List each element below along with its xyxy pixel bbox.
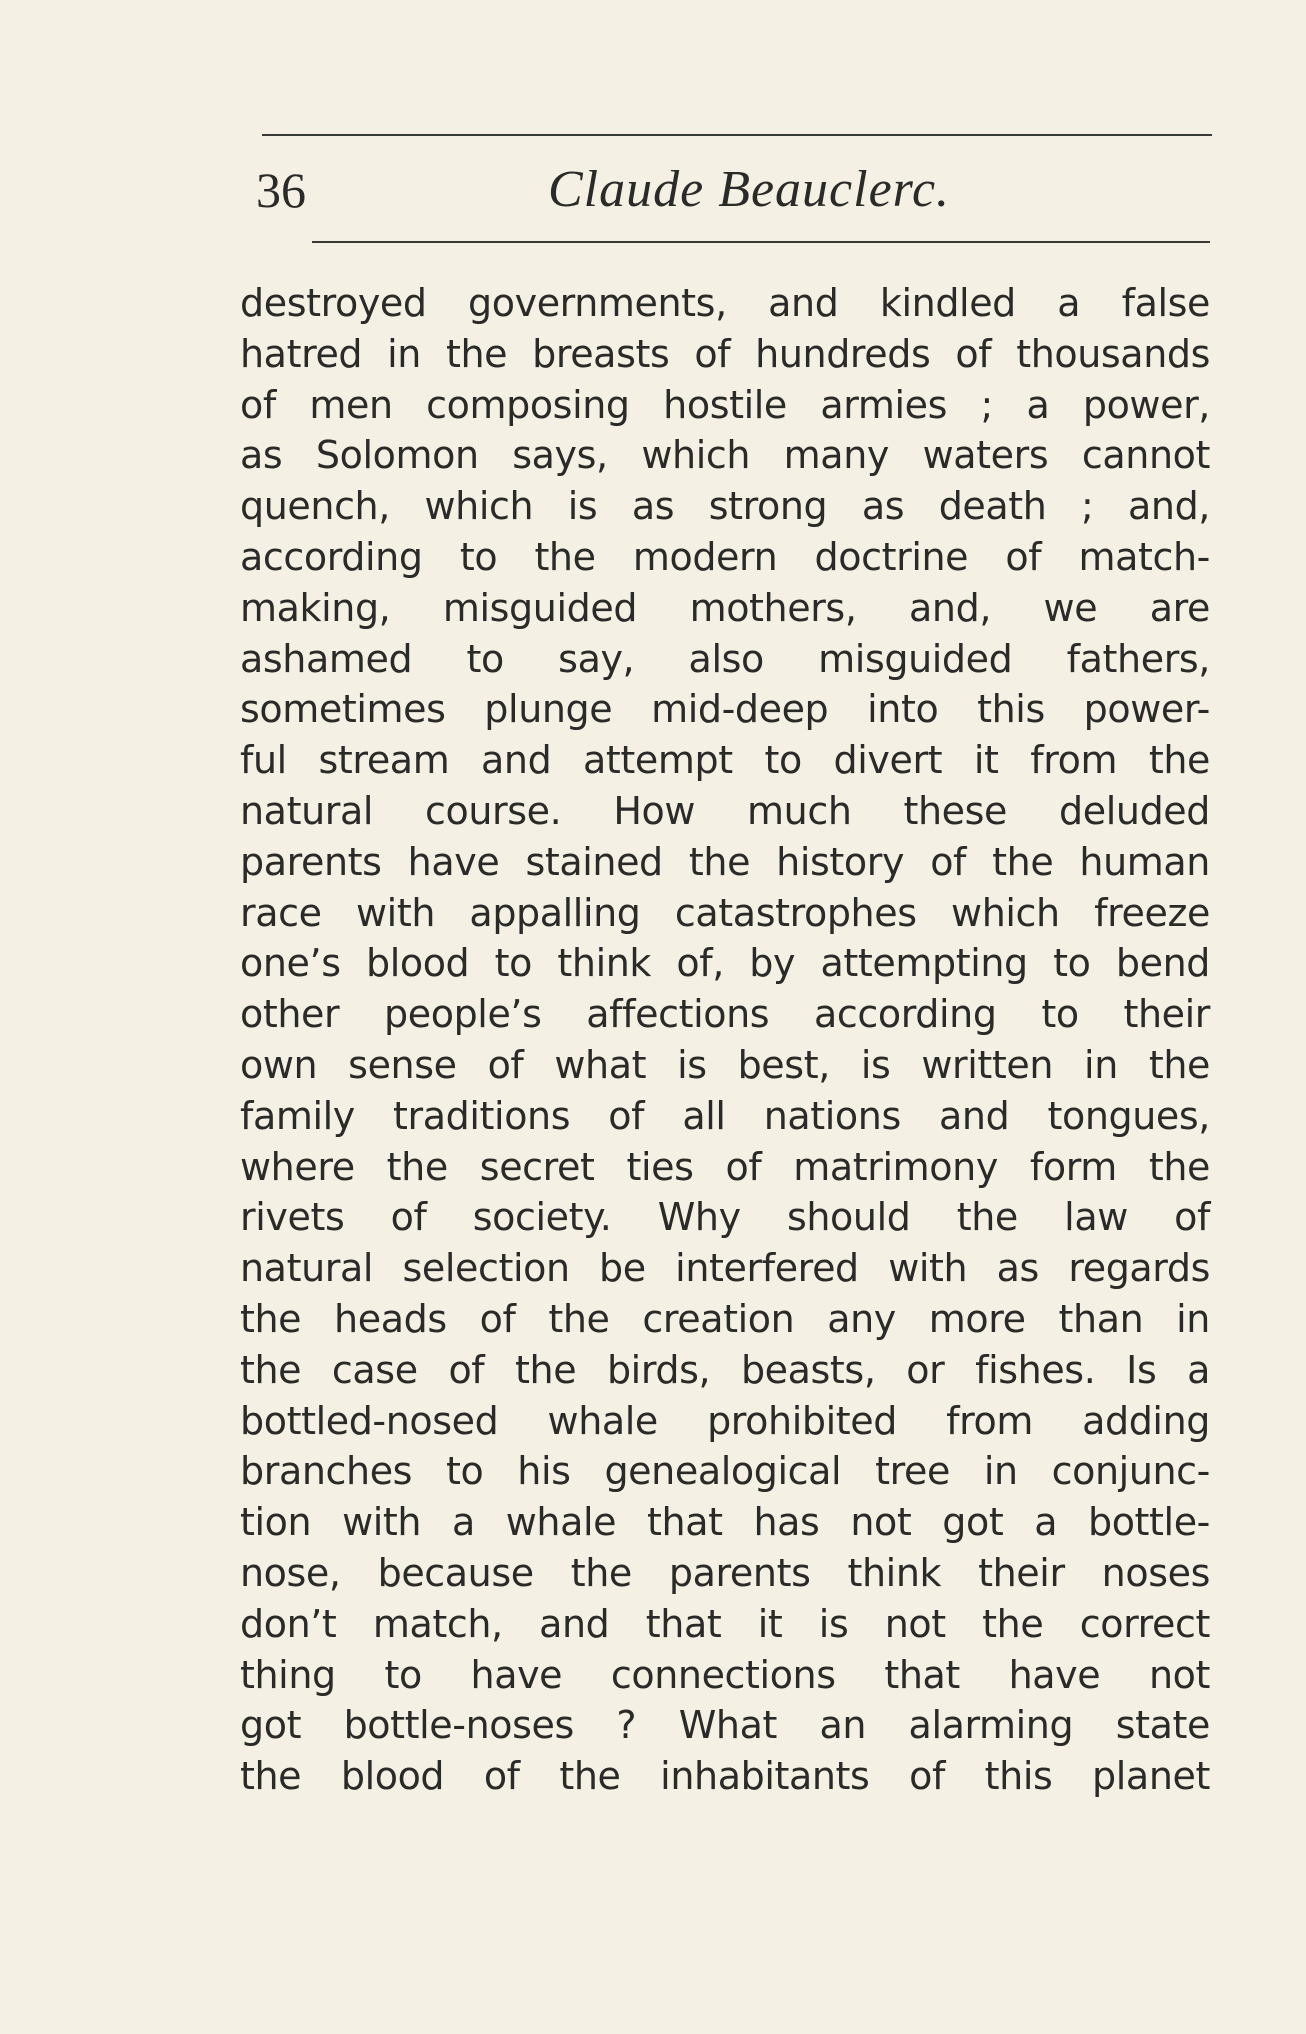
- text-line: got bottle-noses ? What an alarming state: [240, 1703, 1210, 1748]
- text-line: making, misguided mothers, and, we are: [240, 585, 1210, 630]
- text-line: race with appalling catastrophes which freeze: [240, 890, 1210, 935]
- text-line: thing to have connections that have not: [240, 1652, 1210, 1697]
- text-line: one’s blood to think of, by attempting to bend: [240, 941, 1210, 986]
- text-line: destroyed governments, and kindled a false: [240, 281, 1210, 325]
- text-line: own sense of what is best, is written in the: [240, 1042, 1210, 1087]
- text-line: the case of the birds, beasts, or fishes. Is a: [240, 1347, 1210, 1392]
- text-line: according to the modern doctrine of match-: [240, 534, 1210, 579]
- text-line: rivets of society. Why should the law of: [240, 1195, 1210, 1240]
- text-line: of men composing hostile armies ; a power,: [240, 382, 1210, 427]
- text-line: natural selection be interfered with as regards: [240, 1246, 1210, 1291]
- header-bottom-rule: [312, 241, 1210, 243]
- text-line: ful stream and attempt to divert it from the: [240, 738, 1210, 783]
- text-line: ashamed to say, also misguided fathers,: [240, 636, 1210, 681]
- page-header: [256, 160, 1216, 230]
- text-line: nose, because the parents think their noses: [240, 1550, 1210, 1595]
- body-text: [240, 278, 1210, 1802]
- text-line: bottled-nosed whale prohibited from adding: [240, 1398, 1210, 1443]
- running-title: Claude Beauclerc.: [548, 161, 951, 218]
- text-line: quench, which is as strong as death ; and,: [240, 484, 1210, 529]
- text-line: the heads of the creation any more than in: [240, 1296, 1210, 1341]
- page-number: 36: [256, 162, 306, 218]
- text-line: parents have stained the history of the human: [240, 839, 1210, 884]
- text-line: other people’s affections according to their: [240, 992, 1210, 1037]
- text-line: the blood of the inhabitants of this planet: [240, 1754, 1210, 1799]
- text-line: branches to his genealogical tree in conjunc-: [240, 1449, 1210, 1494]
- header-top-rule: [262, 134, 1212, 136]
- text-line: tion with a whale that has not got a bottle-: [240, 1500, 1210, 1545]
- text-line: family traditions of all nations and tongues,: [240, 1093, 1210, 1138]
- text-line: where the secret ties of matrimony form the: [240, 1144, 1210, 1189]
- text-line: don’t match, and that it is not the correct: [240, 1601, 1210, 1646]
- text-line: sometimes plunge mid-deep into this power-: [240, 687, 1210, 732]
- text-line: as Solomon says, which many waters cannot: [240, 433, 1210, 478]
- text-line: hatred in the breasts of hundreds of thousands: [240, 331, 1210, 376]
- text-line: natural course. How much these deluded: [240, 788, 1210, 833]
